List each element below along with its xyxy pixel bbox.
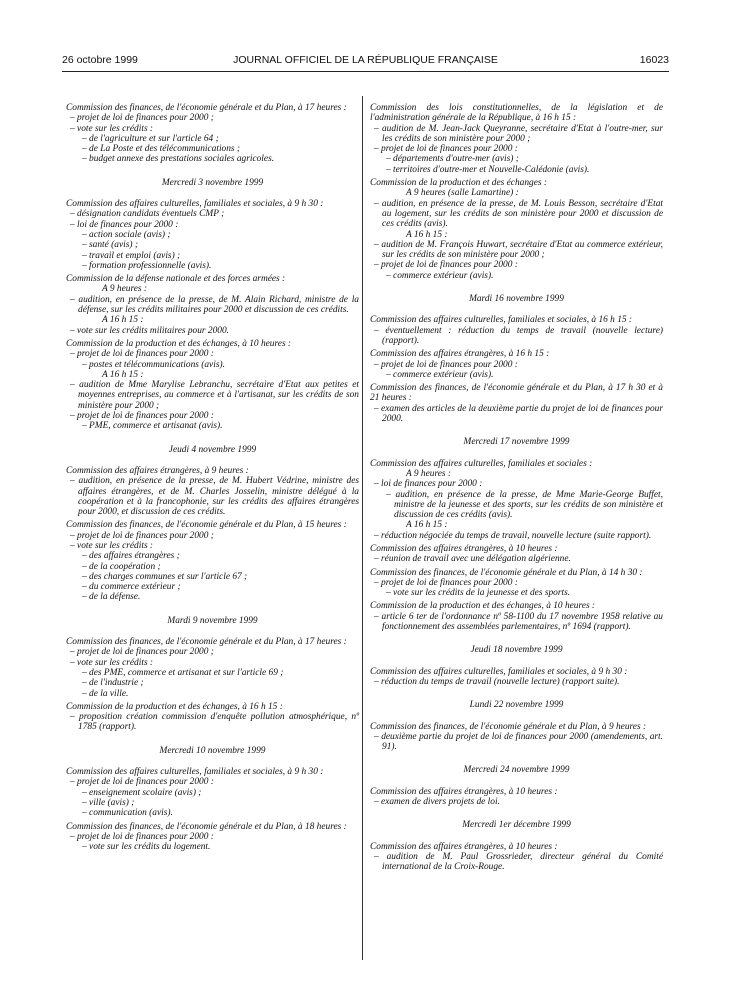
time-heading: A 9 heures (salle Lamartine) : xyxy=(406,188,519,199)
page-number: 16023 xyxy=(639,54,669,66)
agenda-item: – vote sur les crédits militaires pour 2000. xyxy=(70,325,230,336)
agenda-subitem: – budget annexe des prestations sociales agricoles. xyxy=(82,154,275,165)
agenda-subitem: – de l'industrie ; xyxy=(82,678,144,689)
agenda-item: – projet de loi de finances pour 2000 : xyxy=(374,577,518,588)
time-heading: A 16 h 15 : xyxy=(406,229,448,240)
left-column xyxy=(66,100,359,852)
journal-title: JOURNAL OFFICIEL DE LA RÉPUBLIQUE FRANÇAISE xyxy=(233,54,498,66)
agenda-item: – éventuellement : réduction du temps de travail (nouvelle lecture) (rapport). xyxy=(374,325,663,346)
agenda-subitem: – vote sur les crédits du logement. xyxy=(82,842,211,853)
agenda-subitem: – du commerce extérieur ; xyxy=(82,582,181,593)
agenda-item: – audition de M. Paul Grossrieder, directeur général du Comité international de la Croix-Rouge. xyxy=(374,851,663,873)
commission-heading: Commission des finances, de l'économie générale et du Plan, à 9 heures : xyxy=(370,721,647,732)
time-heading: A 16 h 15 : xyxy=(406,520,448,531)
agenda-subitem: – de la coopération ; xyxy=(82,561,161,572)
agenda-subitem: – enseignement scolaire (avis) ; xyxy=(82,787,202,798)
date-heading: Lundi 22 novembre 1999 xyxy=(469,700,564,711)
commission-heading: Commission de la production et des échanges, à 10 heures : xyxy=(66,338,292,349)
commission-heading: Commission des finances, de l'économie générale et du Plan, à 17 heures : xyxy=(66,637,347,648)
agenda-item: – projet de loi de finances pour 2000 : xyxy=(374,260,518,271)
agenda-subitem: – audition, en présence de la presse, de Mme Marie-George Buffet, ministre de la jeunesse et des sports, sur les crédits de son ministère et discussion de ces crédits (avis). xyxy=(386,489,663,521)
date-heading: Mardi 9 novembre 1999 xyxy=(167,615,258,626)
agenda-subitem: – départements d'outre-mer (avis) ; xyxy=(386,154,519,165)
commission-heading: Commission des affaires culturelles, familiales et sociales, à 9 h 30 : xyxy=(66,767,324,778)
commission-heading: Commission des finances, de l'économie générale et du Plan, à 15 heures : xyxy=(66,520,347,531)
agenda-item: – audition de M. François Huwart, secrétaire d'Etat au commerce extérieur, sur les crédits de son ministère pour 2000 ; xyxy=(374,239,663,261)
agenda-item: – audition, en présence de la presse, de M. Alain Richard, ministre de la défense, sur les crédits militaires pour 2000 et discussion de ces crédits. xyxy=(70,294,359,316)
agenda-subitem: – travail et emploi (avis) ; xyxy=(82,250,181,261)
agenda-item: – vote sur les crédits : xyxy=(70,540,154,551)
agenda-item: – proposition création commission d'enquête pollution atmosphérique, nº 1785 (rapport). xyxy=(70,712,359,733)
agenda-subitem: – de la ville. xyxy=(82,688,129,699)
commission-heading: Commission des finances, de l'économie générale et du Plan, à 14 h 30 : xyxy=(370,567,643,578)
agenda-item: – projet de loi de finances pour 2000 : xyxy=(70,777,214,788)
time-heading: A 9 heures : xyxy=(102,284,148,295)
header-date: 26 octobre 1999 xyxy=(62,54,138,66)
right-column xyxy=(370,100,663,873)
agenda-subitem: – vote sur les crédits de la jeunesse et des sports. xyxy=(386,588,571,599)
agenda-item: – deuxième partie du projet de loi de finances pour 2000 (amendements, art. 91). xyxy=(374,731,663,753)
date-heading: Jeudi 18 novembre 1999 xyxy=(470,645,563,656)
commission-heading: Commission des affaires culturelles, familiales et sociales, à 9 h 30 : xyxy=(66,199,324,210)
agenda-item: – examen de divers projets de loi. xyxy=(374,797,500,808)
commission-heading: Commission des affaires étrangères, à 10 heures : xyxy=(370,543,558,554)
agenda-subitem: – des charges communes et sur l'article 67 ; xyxy=(82,571,248,582)
commission-heading: Commission des affaires étrangères, à 9 heures : xyxy=(66,465,249,476)
agenda-subitem: – de La Poste et des télécommunications ; xyxy=(82,144,241,155)
agenda-item: – projet de loi de finances pour 2000 ; xyxy=(70,647,214,658)
date-heading: Mercredi 3 novembre 1999 xyxy=(161,177,264,188)
commission-heading: Commission des affaires étrangères, à 16 h 15 : xyxy=(370,349,550,360)
commission-heading: Commission des finances, de l'économie générale et du Plan, à 18 heures : xyxy=(66,821,347,832)
agenda-subitem: – ville (avis) ; xyxy=(82,797,135,808)
agenda-subitem: – des affaires étrangères ; xyxy=(82,551,180,562)
time-heading: A 16 h 15 : xyxy=(102,315,144,326)
agenda-item: – examen des articles de la deuxième partie du projet de loi de finances pour 2000. xyxy=(374,403,663,425)
agenda-item: – audition, en présence de la presse, de M. Louis Besson, secrétaire d'Etat au logement, sur les crédits de son ministère pour 2000 et discussion de ces crédits (avis). xyxy=(374,198,663,230)
commission-heading: Commission des affaires culturelles, familiales et sociales, à 9 h 30 : xyxy=(370,666,628,677)
commission-heading: Commission de la production et des échanges, à 10 heures : xyxy=(370,601,596,612)
agenda-item: – projet de loi de finances pour 2000 : xyxy=(374,359,518,370)
date-heading: Mardi 16 novembre 1999 xyxy=(469,294,564,305)
time-heading: A 16 h 15 : xyxy=(102,369,144,380)
commission-heading: Commission de la défense nationale et des forces armées : xyxy=(66,274,286,285)
agenda-item: – audition de M. Jean-Jack Queyranne, secrétaire d'Etat à l'outre-mer, sur les crédits de son ministère pour 2000 ; xyxy=(374,123,663,144)
column-divider xyxy=(362,96,363,960)
agenda-item: – audition de Mme Marylise Lebranchu, secrétaire d'Etat aux petites et moyennes entreprises, au commerce et à l'artisanat, sur les crédits de son ministère pour 2000 ; xyxy=(70,380,359,411)
agenda-item: – article 6 ter de l'ordonnance nº 58-1100 du 17 novembre 1958 relative au fonctionnement des assemblées parlementaires, nº 1694 (rapport). xyxy=(374,611,663,633)
agenda-subitem: – communication (avis). xyxy=(82,808,173,819)
commission-heading: Commission des lois constitutionnelles, de la législation et de l'administration générale de la République, à 16 h 15 : xyxy=(370,103,663,124)
commission-heading: Commission des affaires culturelles, familiales et sociales : xyxy=(370,458,593,469)
agenda-subitem: – commerce extérieur (avis). xyxy=(386,369,494,380)
date-heading: Mercredi 10 novembre 1999 xyxy=(159,745,266,756)
agenda-item: – projet de loi de finances pour 2000 : xyxy=(70,349,214,360)
agenda-subitem: – postes et télécommunications (avis). xyxy=(82,359,225,370)
agenda-subitem: – PME, commerce et artisanat (avis). xyxy=(82,421,223,432)
date-heading: Mercredi 1er décembre 1999 xyxy=(462,820,571,831)
commission-heading: Commission des finances, de l'économie générale et du Plan, à 17 heures : xyxy=(66,103,347,113)
agenda-subitem: – de la défense. xyxy=(82,592,141,603)
commission-heading: Commission des affaires étrangères, à 10 heures : xyxy=(370,786,558,797)
agenda-item: – audition, en présence de la presse, de M. Hubert Védrine, ministre des affaires étrangères, et de M. Charles Josselin, ministre délégué à la coopération et à la francophonie, sur les crédits des affaires étrangères pour 2000, et discussion de ces crédits. xyxy=(70,476,359,518)
agenda-item: – projet de loi de finances pour 2000 ; xyxy=(70,530,214,541)
agenda-item: – vote sur les crédits : xyxy=(70,123,154,134)
agenda-item: – loi de finances pour 2000 : xyxy=(374,479,483,490)
agenda-subitem: – de l'agriculture et sur l'article 64 ; xyxy=(82,133,219,144)
agenda-subitem: – des PME, commerce et artisanat et sur l'article 69 ; xyxy=(82,667,284,678)
agenda-item: – réduction du temps de travail (nouvelle lecture) (rapport suite). xyxy=(374,676,620,687)
agenda-item: – projet de loi de finances pour 2000 : xyxy=(70,411,214,422)
agenda-subitem: – formation professionnelle (avis). xyxy=(82,260,212,271)
agenda-item: – loi de finances pour 2000 : xyxy=(70,219,179,230)
agenda-item: – projet de loi de finances pour 2000 ; xyxy=(70,113,214,124)
page-header xyxy=(62,54,669,70)
date-heading: Mercredi 17 novembre 1999 xyxy=(463,437,570,448)
agenda-item: – vote sur les crédits : xyxy=(70,657,154,668)
commission-heading: Commission des finances, de l'économie générale et du Plan, à 17 h 30 et à 21 heures : xyxy=(370,383,663,404)
commission-heading: Commission de la production et des échanges, à 16 h 15 : xyxy=(66,701,283,712)
agenda-subitem: – territoires d'outre-mer et Nouvelle-Calédonie (avis). xyxy=(386,164,590,175)
commission-heading: Commission des affaires étrangères, à 10 heures : xyxy=(370,841,558,852)
agenda-item: – réduction négociée du temps de travail, nouvelle lecture (suite rapport). xyxy=(374,530,652,541)
date-heading: Jeudi 4 novembre 1999 xyxy=(168,444,257,455)
agenda-item: – projet de loi de finances pour 2000 : xyxy=(70,831,214,842)
agenda-subitem: – action sociale (avis) ; xyxy=(82,229,171,240)
agenda-subitem: – santé (avis) ; xyxy=(82,240,138,251)
date-heading: Mercredi 24 novembre 1999 xyxy=(463,765,570,776)
time-heading: A 9 heures : xyxy=(406,468,452,479)
agenda-item: – réunion de travail avec une délégation algérienne. xyxy=(374,554,571,565)
commission-heading: Commission des affaires culturelles, familiales et sociales, à 16 h 15 : xyxy=(370,315,633,326)
commission-heading: Commission de la production et des échanges : xyxy=(370,178,547,189)
agenda-subitem: – commerce extérieur (avis). xyxy=(386,270,494,281)
agenda-item: – désignation candidats éventuels CMP ; xyxy=(70,209,225,220)
header-rule xyxy=(62,71,669,72)
agenda-item: – projet de loi de finances pour 2000 : xyxy=(374,144,518,155)
